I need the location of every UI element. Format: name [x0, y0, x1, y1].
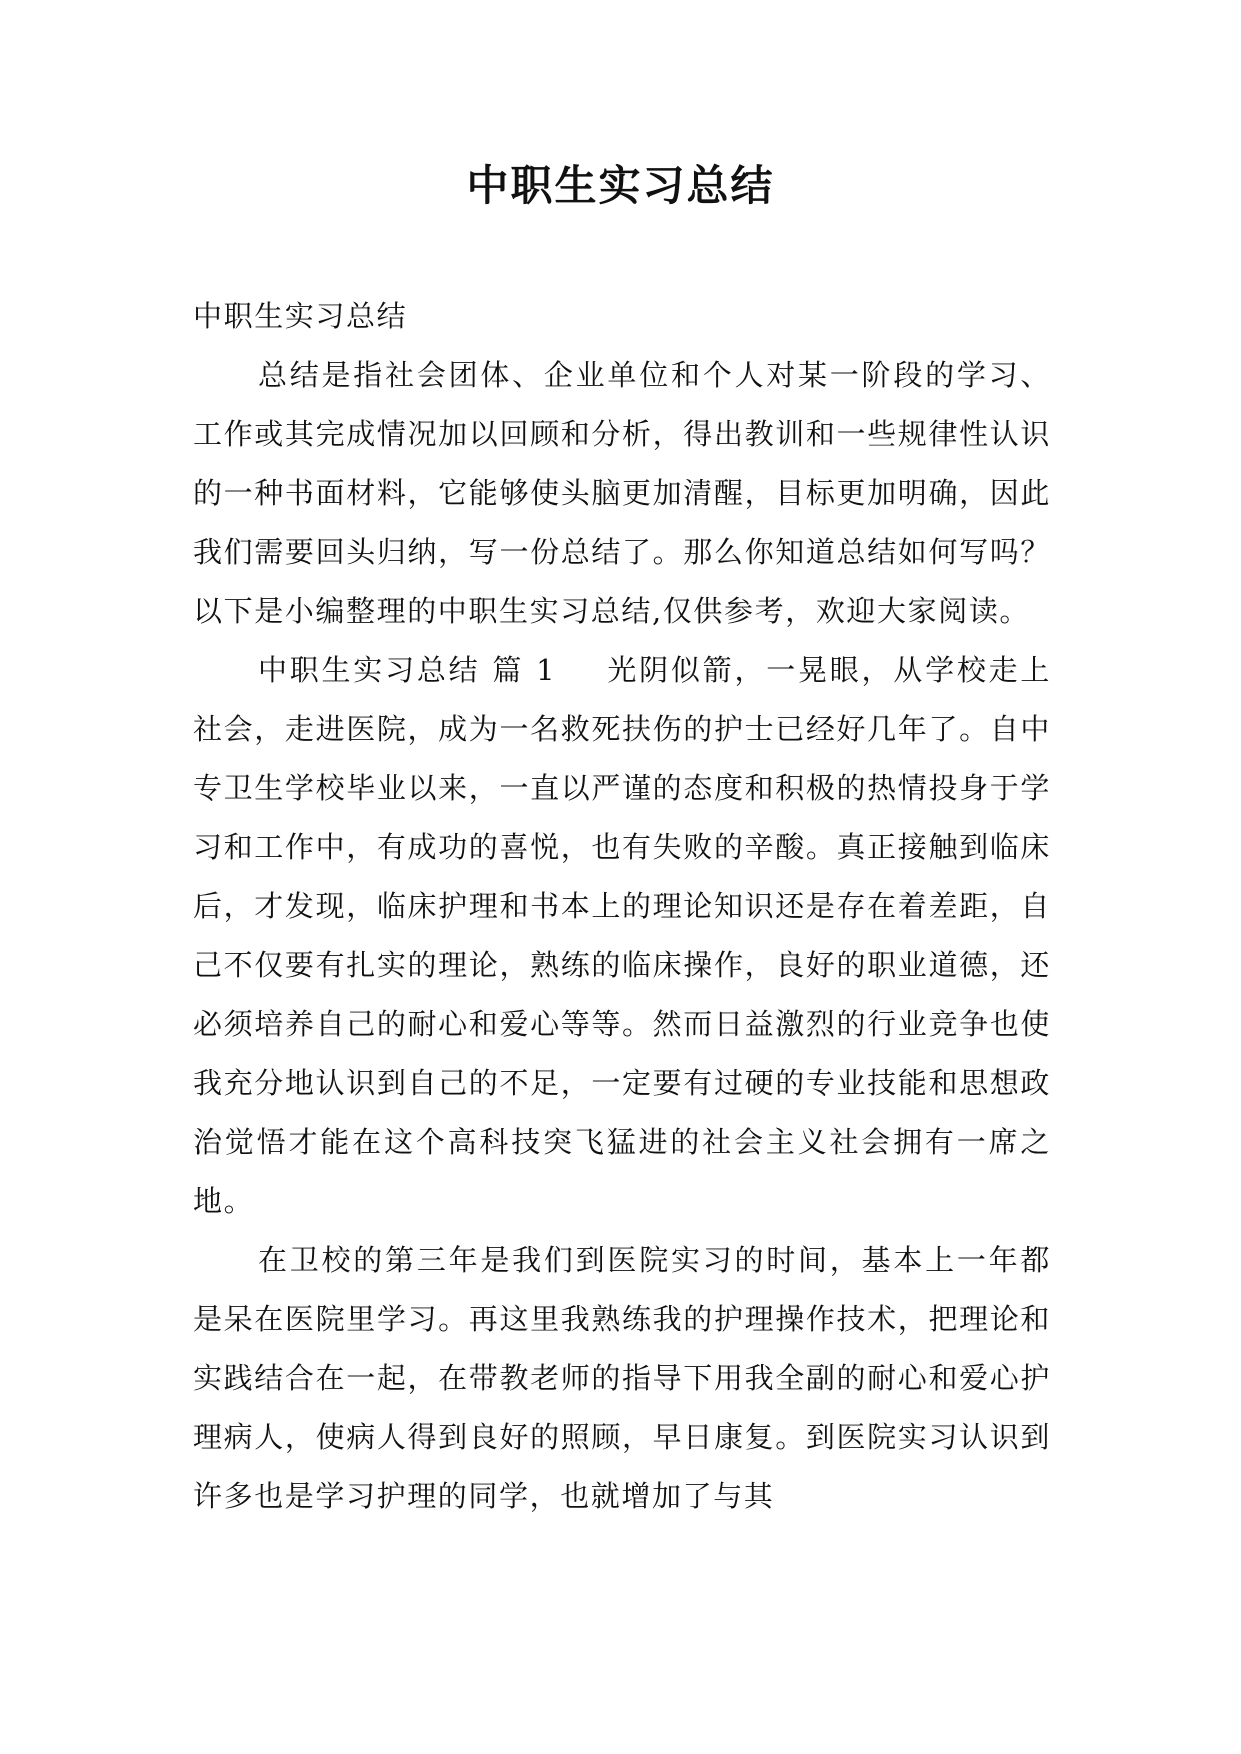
document-subtitle: 中职生实习总结 — [193, 299, 408, 333]
document-body — [193, 287, 1051, 1526]
section-1-text: 光阴似箭，一晃眼，从学校走上社会，走进医院，成为一名救死扶伤的护士已经好几年了。自中专卫生学校毕业以来，一直以严谨的态度和积极的热情投身于学习和工作中，有成功的喜悦，也有失败的辛酸。真正接触到临床后，才发现，临床护理和书本上的理论知识还是存在着差距，自己不仅要有扎实的理论，熟练的临床操作，良好的职业道德，还必须培养自己的耐心和爱心等等。然而日益激烈的行业竞争也使我充分地认识到自己的不足，一定要有过硬的专业技能和思想政治觉悟才能在这个高科技突飞猛进的社会主义社会拥有一席之地。 — [193, 653, 1051, 1218]
document-title: 中职生实习总结 — [466, 161, 775, 210]
section-1-paragraph — [193, 641, 1051, 1231]
internship-paragraph: 在卫校的第三年是我们到医院实习的时间，基本上一年都是呆在医院里学习。再这里我熟练我的护理操作技术，把理论和实践结合在一起，在带教老师的指导下用我全副的耐心和爱心护理病人，使病人得到良好的照顾，早日康复。到医院实习认识到许多也是学习护理的同学，也就增加了与其 — [193, 1243, 1051, 1513]
section-1-heading: 中职生实习总结 篇 1 — [258, 653, 557, 687]
intro-paragraph: 总结是指社会团体、企业单位和个人对某一阶段的学习、工作或其完成情况加以回顾和分析，得出教训和一些规律性认识的一种书面材料，它能够使头脑更加清醒，目标更加明确，因此我们需要回头归纳，写一份总结了。那么你知道总结如何写吗？以下是小编整理的中职生实习总结,仅供参考，欢迎大家阅读。 — [193, 358, 1051, 628]
